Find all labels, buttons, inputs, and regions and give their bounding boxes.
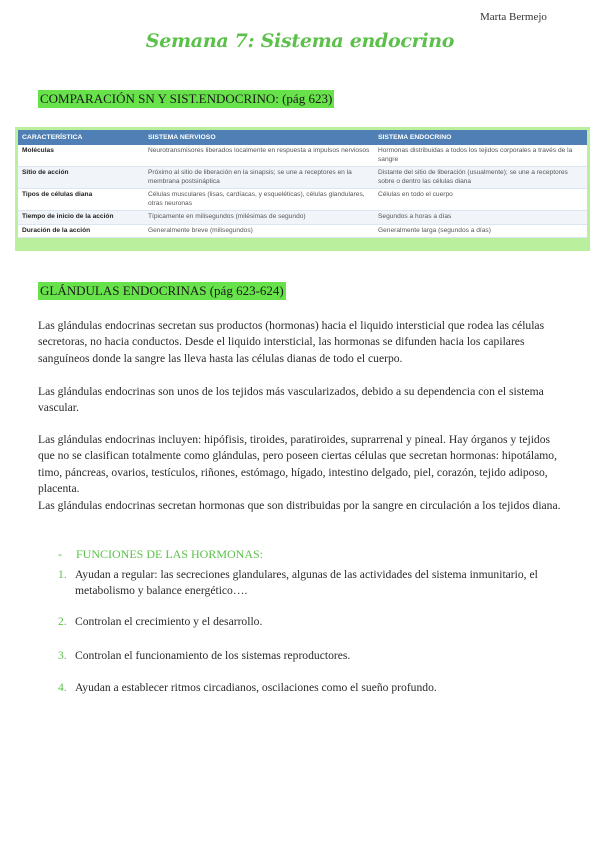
list-item (58, 567, 548, 600)
table-header-row (18, 130, 587, 145)
list-number: 1. (58, 568, 67, 581)
table-cell: Típicamente en milisegundos (milésimas de segundo) (144, 211, 374, 225)
table-cell: Generalmente breve (milisegundos) (144, 224, 374, 238)
page-title: Semana 7: Sistema endocrino (145, 30, 455, 52)
table-cell: Moléculas (18, 145, 144, 167)
paragraph-secretion: Las glándulas endocrinas secretan sus productos (hormonas) hacia el liquido intersticial que rodea las células secretoras, no hacia conductos. Desde el liquido intersticial, las hormonas se difunden hacia los capilares sanguíneos donde la sangre las lleva hasta las células dianas de todo el cuerpo. (38, 319, 545, 365)
table-cell: Tipos de células diana (18, 189, 144, 211)
list-number: 2. (58, 615, 67, 628)
comparison-table-frame (15, 127, 590, 251)
dash-bullet: - (58, 547, 62, 561)
author-name: Marta Bermejo (480, 11, 547, 23)
table-cell: Sitio de acción (18, 167, 144, 189)
table-row (18, 224, 587, 238)
comparison-table (18, 130, 587, 238)
list-item (58, 648, 548, 664)
table-cell: Células musculares (lisas, cardíacas, y esqueléticas), células glandulares, otras neuronas (144, 189, 374, 211)
table-header-cell: CARACTERÍSTICA (18, 130, 144, 145)
paragraph-glands-included: Las glándulas endocrinas incluyen: hipófisis, tiroides, paratiroides, suprarrenal y pineal. Hay órganos y tejidos que no se clasifican totalmente como glándulas, pero poseen ciertas células que secretan hormonas: hipotálamo, timo, páncreas, ovarios, testículos, riñones, estómago, hígado, intestino delgado, piel, corazón, tejido adiposo, placenta. (38, 433, 557, 496)
table-row (18, 145, 587, 167)
list-item (58, 614, 548, 630)
table-cell: Próximo al sitio de liberación en la sinapsis; se une a receptores en la membrana postsináptica (144, 167, 374, 189)
subheading-hormone-functions (58, 547, 263, 562)
table-cell: Segundos a horas a días (374, 211, 587, 225)
table-cell: Generalmente larga (segundos a días) (374, 224, 587, 238)
table-cell: Células en todo el cuerpo (374, 189, 587, 211)
table-header-cell: SISTEMA NERVIOSO (144, 130, 374, 145)
table-cell: Hormonas distribuidas a todos los tejidos corporales a través de la sangre (374, 145, 587, 167)
list-text: Ayudan a establecer ritmos circadianos, oscilaciones como el sueño profundo. (75, 681, 437, 694)
table-cell: Distante del sitio de liberación (usualmente); se une a receptores sobre o dentro las células diana (374, 167, 587, 189)
list-number: 3. (58, 649, 67, 662)
list-number: 4. (58, 681, 67, 694)
table-cell: Neurotransmisores liberados localmente en respuesta a impulsos nerviosos (144, 145, 374, 167)
table-row (18, 167, 587, 189)
section-heading-glands: GLÁNDULAS ENDOCRINAS (pág 623-624) (40, 283, 284, 298)
subheading-text: FUNCIONES DE LAS HORMONAS: (76, 547, 264, 561)
section-heading-comparison: COMPARACIÓN SN Y SIST.ENDOCRINO: (pág 623) (40, 91, 333, 106)
paragraph-glands-list (38, 432, 563, 514)
paragraph-hormone-distribution: Las glándulas endocrinas secretan hormonas que son distribuidas por la sangre en circulación a los tejidos diana. (38, 498, 561, 512)
table-cell: Tiempo de inicio de la acción (18, 211, 144, 225)
paragraph-vascularization: Las glándulas endocrinas son unos de los tejidos más vascularizados, debido a su dependencia con el sistema vascular. (38, 385, 544, 415)
list-text: Controlan el crecimiento y el desarrollo. (75, 615, 263, 628)
list-item (58, 680, 548, 696)
table-header-cell: SISTEMA ENDOCRINO (374, 130, 587, 145)
list-text: Ayudan a regular: las secreciones glandulares, algunas de las actividades del sistema inmunitario, el metabolismo y balance energético…. (75, 568, 538, 598)
table-row (18, 211, 587, 225)
table-cell: Duración de la acción (18, 224, 144, 238)
list-text: Controlan el funcionamiento de los sistemas reproductores. (75, 649, 351, 662)
table-row (18, 189, 587, 211)
